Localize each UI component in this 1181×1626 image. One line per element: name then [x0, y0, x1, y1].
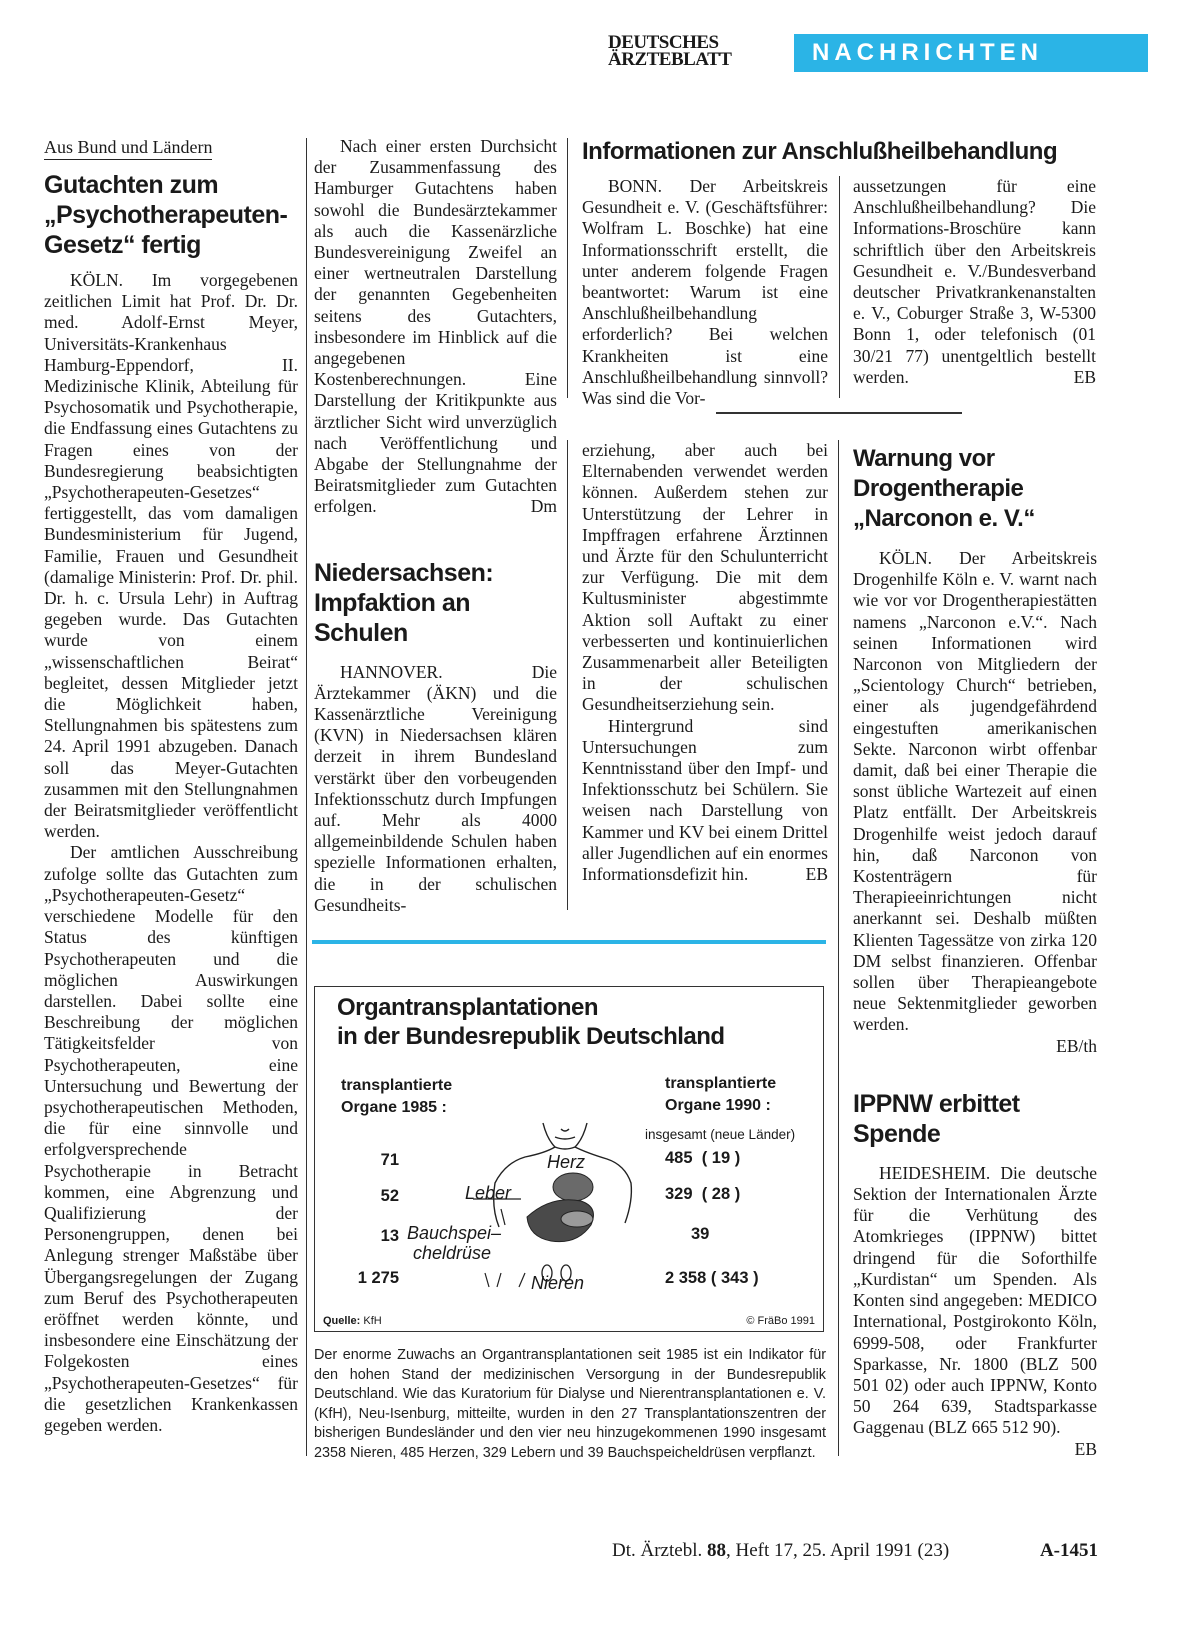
left-header-line-2: Organe 1985 : [341, 1099, 447, 1116]
pancreas-shape [561, 1211, 593, 1227]
kicker-text: Aus Bund und Ländern [44, 137, 213, 157]
paragraph: Der amtlichen Ausschreibung zufolge sollte das Gutachten zum „Psychotherapeuten-Gesetz“ verschiedene Modelle für den Status des künftigen Psychotherapeuten und die möglichen Auswirkungen darstellen. Dabei sollte eine Beschreibung der möglichen Tätigkeitsfelder von Psychotherapeuten, eine Untersuchung und Bewertung der psychotherapeutischen Methoden, die für eine sinnvolle und erfolgversprechende Psychotherapie in Betracht kommen, eine Abgrenzung und Qualifizierung der Personengruppen, denen bei Anlegung strenger Maßstäbe über Übergangsregelungen der Zugang zum Beruf des Psychotherapeuten eröffnet werden könnte, und insbesondere eine Einschätzung der Folgekosten eines „Psychotherapeuten-Gesetzes“ für die gesetzlichen Krankenkassen gegeben werden. [44, 842, 298, 1435]
brand-logo [608, 34, 768, 68]
value-1990: 39 [691, 1225, 710, 1243]
value-1990-leber [665, 1185, 740, 1204]
journal-name: Dt. Ärztebl. [612, 1540, 703, 1561]
right-subheader: insgesamt (neue Länder) [645, 1127, 796, 1142]
column-3 [582, 440, 828, 885]
value-1985-nieren: 1 275 [357, 1269, 399, 1287]
value-new-states: ( 19 ) [701, 1149, 741, 1167]
organ-label-line-1: Bauchspei– [407, 1223, 502, 1243]
brand-line-1: DEUTSCHES [608, 32, 719, 53]
heart-shape [553, 1173, 593, 1201]
paragraph [853, 1162, 1097, 1459]
paragraph [853, 176, 1096, 388]
value-1985-leber: 52 [380, 1187, 399, 1205]
organ-label-leber: Leber [465, 1183, 512, 1203]
headline-anschlussheilbehandlung: Informationen zur Anschlußheilbehandlung [582, 138, 1058, 165]
column-divider [838, 440, 839, 1456]
column-divider [567, 138, 568, 398]
right-header-line-1: transplantierte [665, 1075, 777, 1092]
value-1990: 329 [665, 1185, 693, 1203]
article-narconon [853, 548, 1097, 1057]
value-1990: 2 358 [665, 1269, 707, 1287]
value-1985-pankreas: 13 [380, 1227, 399, 1245]
paragraph: KÖLN. Der Arbeitskreis Drogenhilfe Köln e. V. warnt nach wie vor vor Drogentherapiestätten namens „Narconon e.V.“. Nach seinen Informationen wird Narconon von Mitgliedern der „Scientology Church“ betrieben, einer als jugendgefährdend eingestuften amerikanischen Sekte. Narconon wirbt offenbar damit, daß bei einer Therapie die sonst übliche Wartezeit auf einen Platz entfällt. Der Arbeitskreis Drogenhilfe weist jedoch darauf hin, daß Narconon von Kostenträgern für Therapieeinrichtungen nicht anerkannt sei. Deshalb müßten Klienten Tagessätze von zirka 120 DM selbst finanzieren. Offenbar sollen über Therapieangebote neue Sektenmitglieder geworben werden. [853, 548, 1097, 1035]
value-1990-herz [665, 1149, 740, 1168]
article-ippnw [853, 1162, 1097, 1459]
organ-transplant-graphic [314, 986, 824, 1332]
author-sign: EB [805, 864, 828, 885]
column-divider [306, 138, 307, 1456]
article-gutachten-cont [314, 136, 557, 518]
section-divider [716, 412, 962, 414]
organ-label-nieren: Nieren [531, 1273, 585, 1293]
right-header-line-2: Organe 1990 : [665, 1097, 771, 1114]
headline-gutachten: Gutachten zum „Psychotherapeuten-Gesetz“ fertig [44, 171, 288, 259]
headline-ippnw: IPPNW erbittet Spende [853, 1089, 1020, 1148]
graphic-caption [314, 1346, 826, 1464]
caption-text: Der enorme Zuwachs an Organtransplantationen seit 1985 ist ein Indikator für den hohen Stand der medizinischen Versorgung in der Bundesrepublik Deutschland. Wie das Kuratorium für Dialyse und Nierentransplantationen e. V. (KfH), Neu-Isenburg, mitteilte, wurden in den 27 Transplantationszentren der bisherigen Bundesländer und den vier neu hinzugekommenen 1990 insgesamt 2358 Nieren, 485 Herzen, 329 Lebern und 39 Bauchspeicheldrüsen verpflanzt. [314, 1347, 826, 1461]
page-number: A-1451 [1039, 1540, 1098, 1561]
brand-line-2: ÄRZTEBLATT [608, 49, 732, 70]
kicker [44, 136, 212, 160]
section-label: NACHRICHTEN [812, 39, 1043, 66]
graphic-rule [312, 940, 826, 944]
source-label: Quelle: [323, 1315, 361, 1327]
value-1985-herz: 71 [380, 1151, 399, 1169]
value-1990: 485 [665, 1149, 693, 1167]
article-gutachten [44, 270, 298, 1436]
masthead [608, 34, 1148, 74]
organ-label-herz: Herz [547, 1152, 586, 1172]
article-impfaktion [314, 662, 557, 916]
issue-date: , Heft 17, 25. April 1991 (23) [725, 1540, 950, 1561]
left-header-line-1: transplantierte [341, 1077, 453, 1094]
value-1990-nieren [665, 1269, 759, 1288]
column-4 [853, 444, 1097, 1460]
volume: 88 [706, 1540, 726, 1561]
paragraph [582, 716, 828, 886]
author-sign: EB [1073, 366, 1096, 387]
paragraph-text: aussetzungen für eine Anschlußheilbehandlung? Die Informations-Broschüre kann schriftlich über den Arbeitskreis Gesundheit e. V./Bundesverband deutscher Privatkrankenanstalten e. V., Coburger Straße 3, W-5300 Bonn 1, oder telefonisch (01 30/21 77) unentgeltlich bestellt werden. [853, 176, 1096, 387]
info-col-right [853, 176, 1096, 388]
paragraph: KÖLN. Im vorgegebenen zeitlichen Limit hat Prof. Dr. Dr. med. Adolf-Ernst Meyer, Universitäts-Krankenhaus Hamburg-Eppendorf, II. Medizinische Klinik, Abteilung für Psychosomatik und Psychotherapie, die Endfassung eines Gutachtens zu Fragen eines von der Bundesregierung beabsichtigten „Psychotherapeuten-Gesetzes“ fertiggestellt, das vom damaligen Bundesministerium für Jugend, Familie, Frauen und Gesundheit (damalige Ministerin: Prof. Dr. phil. Dr. h. c. Ursula Lehr) in Auftrag gegeben wurde. Das Gutachten wurde von einem „wissenschaftlichen Beirat“ begleitet, dessen Mitglieder jetzt die Möglichkeit haben, Stellungnahmen bis spätestens zum 24. April 1991 abzugeben. Danach soll das Meyer-Gutachten zusammen mit den Stellungnahmen der Beiratsmitglieder veröffentlicht werden. [44, 270, 298, 842]
headline-narconon: Warnung vor Drogentherapie „Narconon e. V.“ [853, 445, 1035, 532]
page-footer [612, 1540, 1098, 1562]
author-sign: EB/th [1056, 1035, 1097, 1056]
column-divider [839, 176, 840, 398]
source-value: KfH [363, 1315, 382, 1327]
author-sign: EB [1074, 1438, 1097, 1459]
paragraph [314, 136, 557, 518]
author-sign: Dm [530, 496, 557, 517]
value-new-states: ( 343 ) [710, 1269, 759, 1287]
graphic-title-line-2: in der Bundesrepublik Deutschland [337, 1023, 725, 1050]
section-banner [794, 34, 1148, 72]
source-note [323, 1315, 382, 1327]
copyright-note: © FräBo 1991 [746, 1315, 815, 1327]
headline-niedersachsen: Niedersachsen: Impfaktion an Schulen [314, 558, 494, 647]
organ-label-line-2: cheldrüse [413, 1243, 492, 1263]
paragraph: erziehung, aber auch bei Elternabenden verwendet werden können. Außerdem stehen zur Unterstützung der Lehrer in Impffragen erfahrene Ärztinnen und Ärzte für den Schulunterricht zur Verfügung. Die mit dem Kultusminister abgestimmte Aktion soll Auftakt zu einer verbesserten und kontinuierlichen Zusammenarbeit aller Beteiligten in der schulischen Gesundheitserziehung sein. [582, 440, 828, 715]
organ-label-bauchspeicheldruese [407, 1223, 501, 1263]
article-impfaktion-cont [582, 440, 828, 885]
column-1 [44, 136, 298, 1436]
column-divider [567, 440, 568, 910]
paragraph-text: HEIDESHEIM. Die deutsche Sektion der Internationalen Ärzte für die Verhütung des Atomkrieges (IPPNW) bittet dringend für die Soforthilfe „Kurdistan“ um Spenden. Als Konten sind angegeben: MEDICO International, Postgirokonto Köln, 6999-508, oder Frankfurter Sparkasse, Nr. 1800 (BLZ 500 501 02) oder auch IPPNW, Konto 50 264 639, Stadtsparkasse Gaggenau (BLZ 665 512 90). [853, 1162, 1097, 1438]
value-new-states: ( 28 ) [701, 1185, 741, 1203]
paragraph: HANNOVER. Die Ärztekammer (ÄKN) und die Kassenärztliche Vereinigung (KVN) in Niedersachsen klären derzeit in ihrem Bundesland verstärkt über den vorbeugenden Infektionsschutz durch Impfungen auf. Mehr als 4000 allgemeinbildende Schulen haben spezielle Informationen erhalten, die in der schulischen Gesundheits- [314, 661, 557, 915]
paragraph-text: Hintergrund sind Untersuchungen zum Kenntnisstand über den Impf- und Infektionsschutz bei Schülern. Sie weisen nach Darstellung von Kammer und KV bei einem Drittel aller Jugendlichen auf ein enormes Informationsdefizit hin. [582, 715, 828, 885]
paragraph: BONN. Der Arbeitskreis Gesundheit e. V. (Geschäftsführer: Wolfram L. Boschke) hat eine Informationsschrift erstellt, die unter anderem folgende Fragen beantwortet: Warum ist eine Anschlußheilbehandlung erforderlich? Bei welchen Krankheiten ist eine Anschlußheilbehandlung sinnvoll? Was sind die Vor- [582, 176, 828, 409]
column-2 [314, 136, 557, 916]
graphic-title-line-1: Organtransplantationen [337, 994, 599, 1021]
info-article [582, 138, 1096, 409]
value-1990-pankreas [691, 1225, 709, 1244]
info-col-left [582, 176, 828, 409]
paragraph-text: Nach einer ersten Durchsicht der Zusammenfassung des Hamburger Gutachtens haben sowohl die Bundesärztekammer als auch die Kassenärzliche Bundesvereinigung Zweifel an einer wertneutralen Darstellung der genannten Gegebenheiten seitens des Gutachters, insbesondere im Hinblick auf die angegebenen Kostenberechnungen. Eine Darstellung der Kritikpunkte aus ärztlicher Sicht wird unverzüglich nach Veröffentlichung und Abgabe der Stellungnahme der Beiratsmitglieder zum Gutachten erfolgen. [314, 136, 557, 517]
